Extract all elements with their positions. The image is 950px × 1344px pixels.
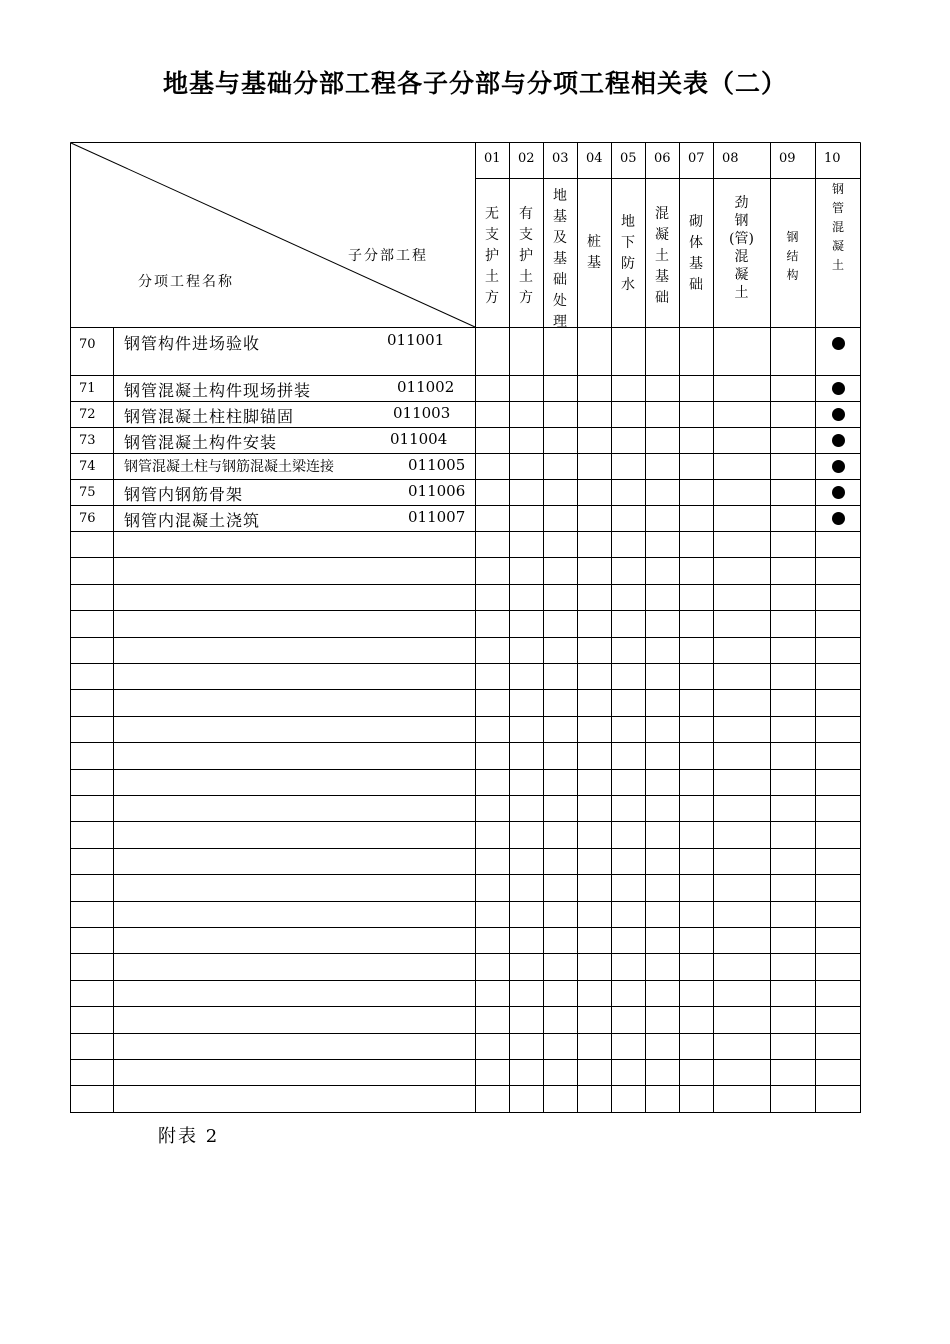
row-item-code: 011005 <box>408 456 466 474</box>
applicable-mark-dot <box>832 337 845 350</box>
row-number: 76 <box>79 511 96 526</box>
row-item-name: 钢管内钢筋骨架 <box>124 485 244 504</box>
row-number: 72 <box>79 407 96 422</box>
column-code: 10 <box>824 151 841 166</box>
row-number: 73 <box>79 433 96 448</box>
row-item-code: 011002 <box>397 378 455 396</box>
column-code: 03 <box>552 151 569 166</box>
page-title: 地基与基础分部工程各子分部与分项工程相关表（二） <box>162 69 787 98</box>
column-code: 06 <box>654 151 671 166</box>
column-code: 04 <box>586 151 603 166</box>
row-item-code: 011007 <box>408 508 466 526</box>
column-code: 09 <box>779 151 796 166</box>
column-name: 钢 结 构 <box>786 230 799 282</box>
row-item-code: 011001 <box>387 331 445 349</box>
row-item-code: 011003 <box>393 404 451 422</box>
applicable-mark-dot <box>832 486 845 499</box>
column-name: 砌 体 基 础 <box>689 214 703 293</box>
applicable-mark-dot <box>832 408 845 421</box>
row-number: 74 <box>79 459 96 474</box>
row-number: 71 <box>79 381 96 396</box>
row-item-name: 钢管混凝土构件现场拼装 <box>124 381 312 400</box>
column-code: 07 <box>688 151 705 166</box>
column-name: 有 支 护 土 方 <box>519 206 533 306</box>
corner-diagonal <box>71 143 475 327</box>
column-code: 01 <box>484 151 501 166</box>
row-item-name: 钢管内混凝土浇筑 <box>124 511 261 530</box>
applicable-mark-dot <box>832 512 845 525</box>
row-item-name: 钢管混凝土柱柱脚锚固 <box>124 407 295 426</box>
row-item-code: 011006 <box>408 482 466 500</box>
column-name: 混 凝 土 基 础 <box>655 206 669 306</box>
applicable-mark-dot <box>832 434 845 447</box>
column-name: 钢 管 混 凝 土 <box>831 182 844 272</box>
row-number: 75 <box>79 485 96 500</box>
column-name: 桩 基 <box>587 234 601 271</box>
row-number: 70 <box>79 337 96 352</box>
row-item-name: 钢管混凝土柱与钢筋混凝土梁连接 <box>124 459 334 475</box>
column-name: 劲 钢 (管) 混 凝 土 <box>729 195 754 301</box>
applicable-mark-dot <box>832 460 845 473</box>
column-code: 02 <box>518 151 535 166</box>
column-name: 地 下 防 水 <box>621 214 635 293</box>
applicable-mark-dot <box>832 382 845 395</box>
row-item-name: 钢管构件进场验收 <box>124 334 261 353</box>
corner-label-subdivision: 子分部工程 <box>348 248 428 264</box>
column-name: 地 基 及 基 础 处 理 <box>553 188 567 330</box>
corner-label-item-name: 分项工程名称 <box>138 274 234 290</box>
column-name: 无 支 护 土 方 <box>485 206 499 306</box>
correlation-table <box>70 142 861 1113</box>
column-code: 08 <box>722 151 739 166</box>
footer-note: 附表 2 <box>158 1126 220 1147</box>
row-item-code: 011004 <box>390 430 448 448</box>
column-code: 05 <box>620 151 637 166</box>
row-item-name: 钢管混凝土构件安装 <box>124 433 278 452</box>
